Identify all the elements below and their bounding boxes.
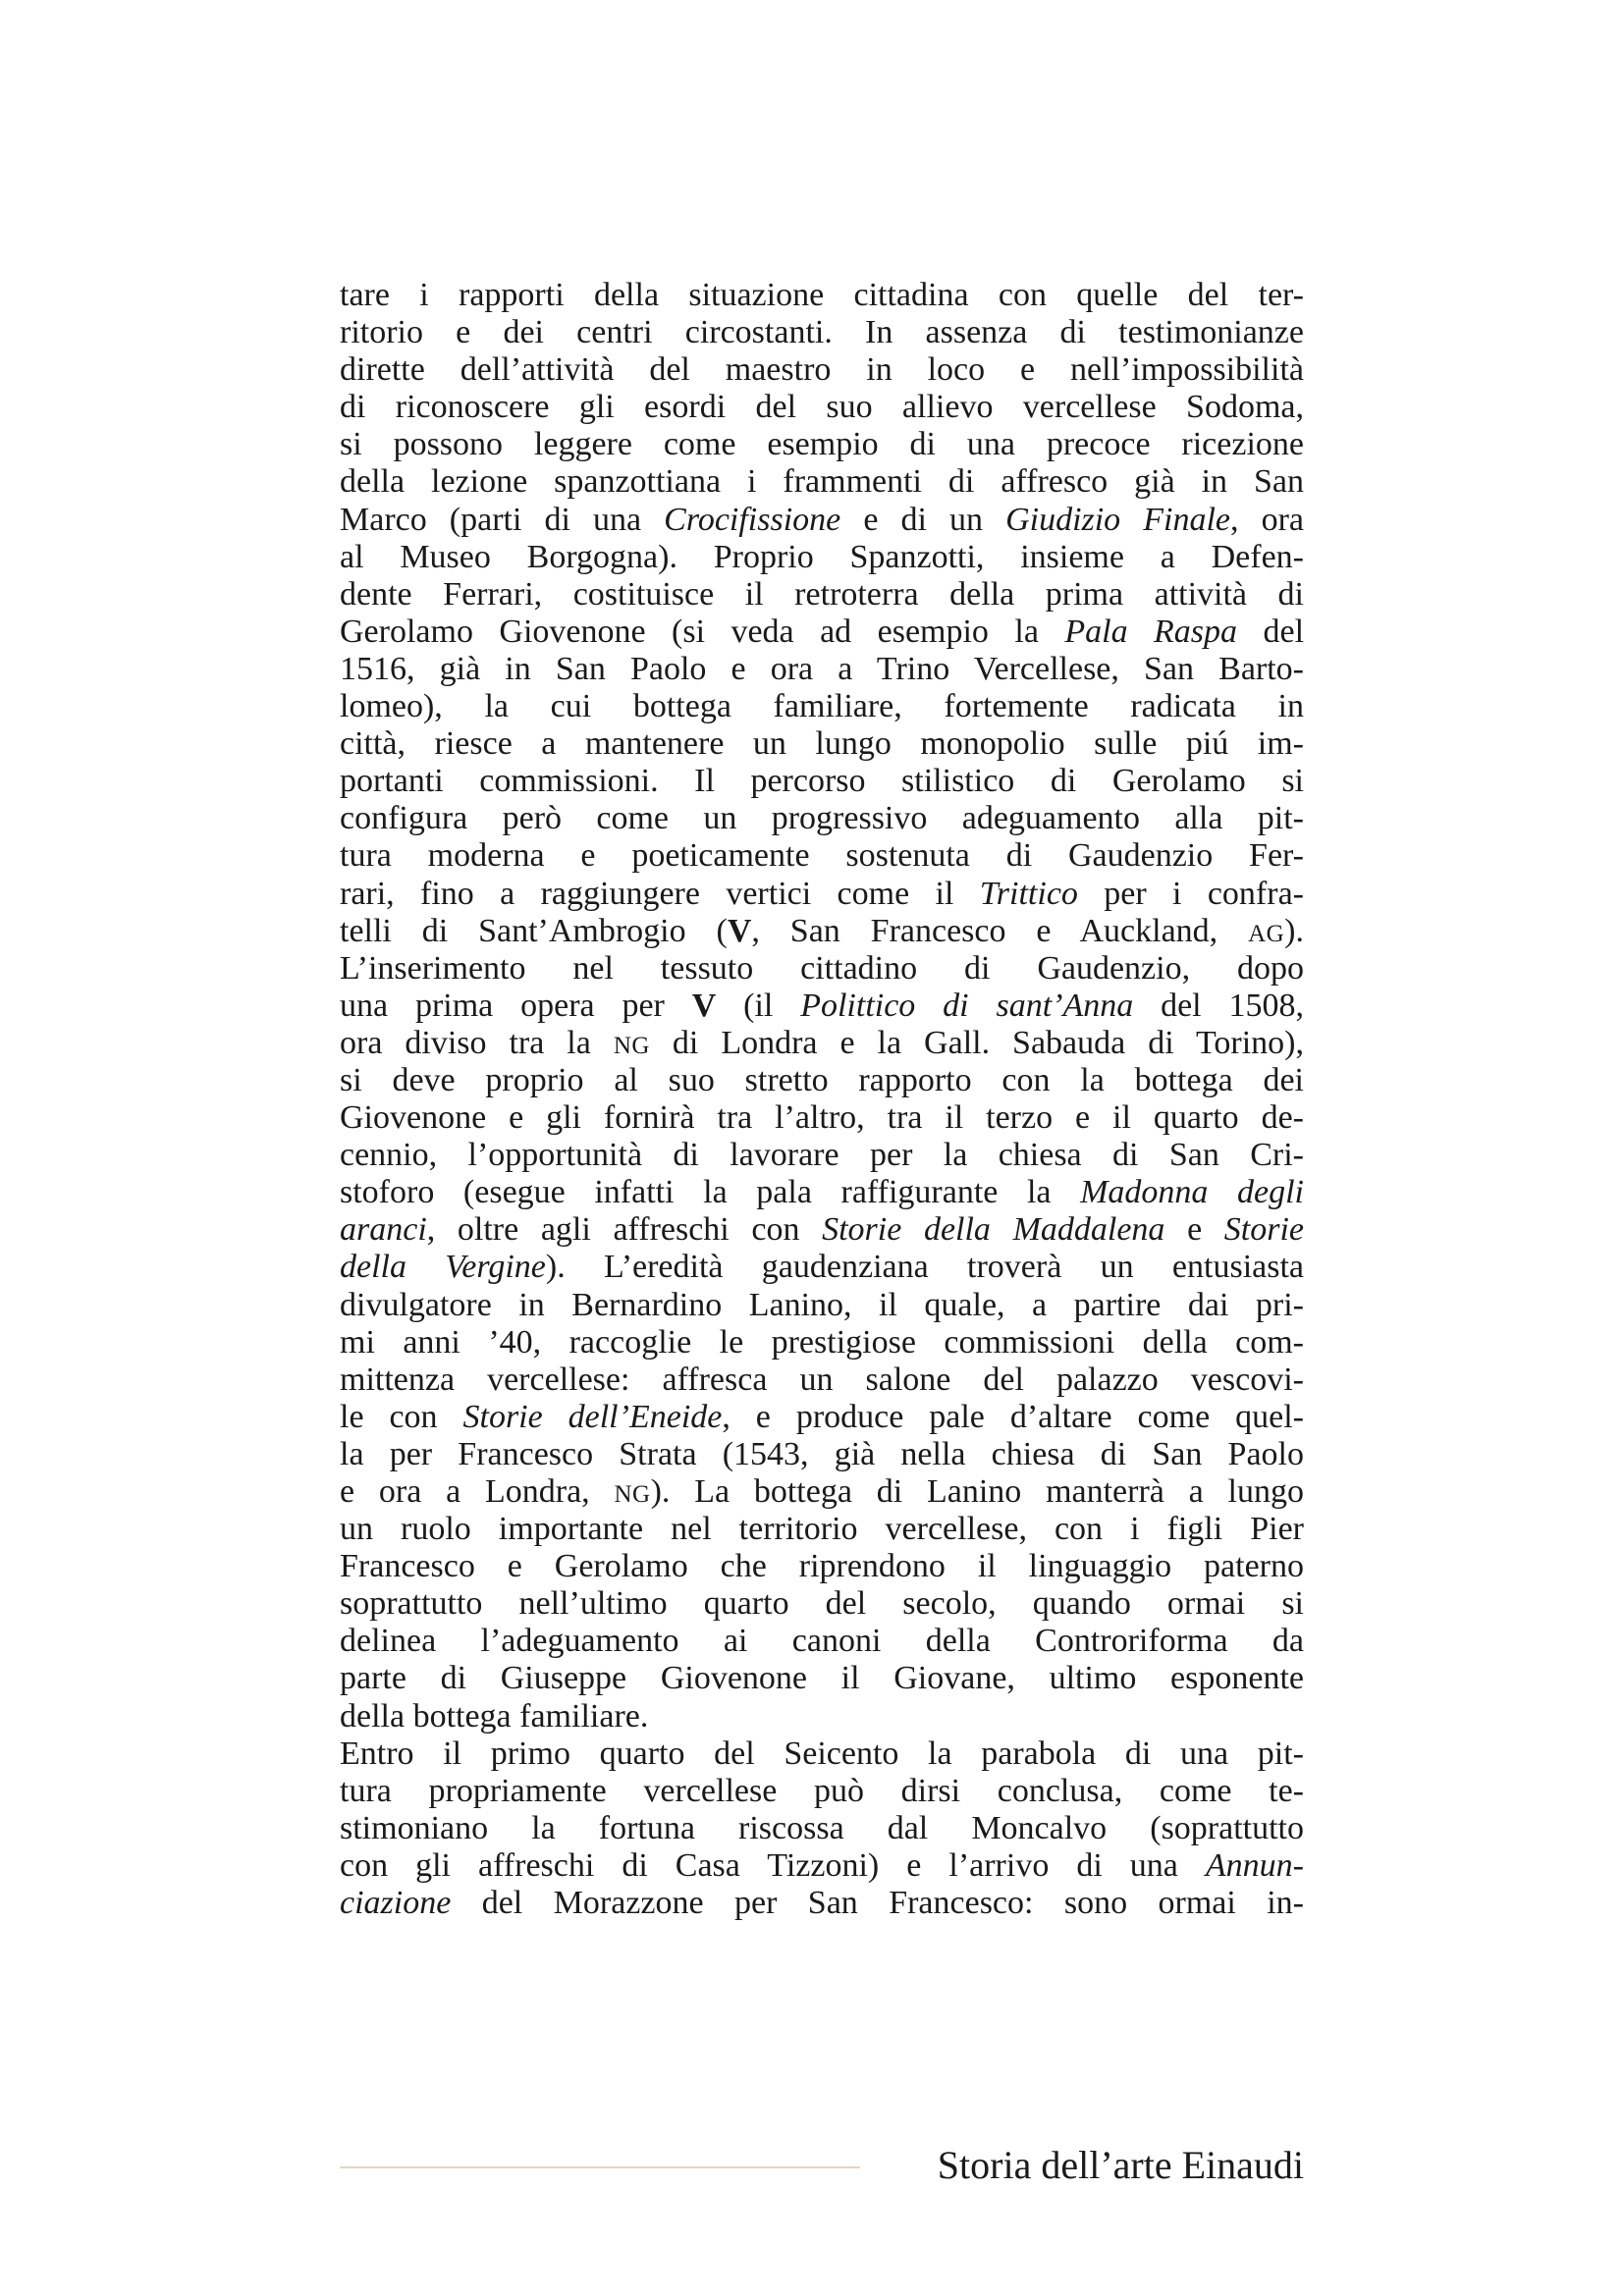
text-line [340, 1324, 1304, 1362]
text-run: tura moderna e poeticamente sostenuta di Gaudenzio Fer- [340, 837, 1304, 875]
text-line [340, 988, 1304, 1025]
text-run: si possono leggere come esempio di una precoce ricezione [340, 426, 1304, 463]
text-run: del [1237, 613, 1305, 650]
text-line [340, 614, 1304, 651]
text-line [340, 725, 1304, 763]
text-run: della lezione spanzottiana i frammenti di affresco già in San [340, 463, 1304, 501]
italic-text: ciazione [340, 1885, 452, 1922]
italic-text: Storie dell’Eneide [462, 1398, 723, 1435]
text-run: per i confra- [1077, 875, 1304, 912]
text-line [340, 1585, 1304, 1623]
footer-rule [340, 2166, 860, 2168]
italic-text: Giudizio Finale [1005, 501, 1231, 538]
text-line [340, 913, 1304, 950]
text-run: (il [716, 987, 801, 1024]
text-run: ). La bottega di Lanino manterrà a lungo [650, 1473, 1305, 1510]
text-run: , San Francesco e Auckland, [751, 912, 1249, 949]
italic-text: Storie della Maddalena [822, 1211, 1165, 1249]
text-run: di Londra e la Gall. Sabauda di Torino), [649, 1024, 1305, 1061]
text-run: le con [340, 1398, 463, 1435]
text-line [340, 1174, 1304, 1211]
text-run: con gli affreschi di Casa Tizzoni) e l’arrivo di una [340, 1846, 1206, 1884]
text-run: del Morazzone per San Francesco: sono ormai in- [451, 1885, 1304, 1922]
text-run: cennio, l’opportunità di lavorare per la chiesa di San Cri- [340, 1137, 1304, 1174]
text-run: del 1508, [1133, 987, 1304, 1024]
italic-text: della Vergine [340, 1249, 546, 1286]
text-run: di riconoscere gli esordi del suo allievo vercellese Sodoma, [340, 389, 1304, 426]
text-run: dirette dell’attività del maestro in loco e nell’impossibilità [340, 351, 1304, 389]
italic-text: Annun- [1205, 1846, 1304, 1884]
italic-text: aranci [340, 1211, 427, 1249]
text-line [340, 1249, 1304, 1286]
text-run: città, riesce a mantenere un lungo monopolio sulle piú im- [340, 725, 1304, 763]
text-line [340, 1810, 1304, 1847]
bold-text: V [691, 987, 717, 1024]
smallcaps-text: AG [1248, 920, 1285, 947]
text-run: tare i rapporti della situazione cittadina con quelle del ter- [340, 277, 1304, 313]
text-run: ritorio e dei centri circostanti. In assenza di testimonianze [340, 314, 1304, 351]
text-run: un ruolo importante nel territorio vercellese, con i figli Pier [340, 1511, 1304, 1548]
text-run: parte di Giuseppe Giovenone il Giovane, ultimo esponente [340, 1660, 1304, 1697]
text-line [340, 1436, 1304, 1473]
text-run: ). [1284, 912, 1304, 949]
italic-text: Storie [1223, 1211, 1305, 1249]
text-line [340, 576, 1304, 614]
text-line [340, 876, 1304, 913]
text-line [340, 1847, 1304, 1885]
italic-text: Madonna degli [1080, 1174, 1304, 1211]
text-run: ). L’eredità gaudenziana troverà un entusiasta [545, 1249, 1304, 1286]
text-run: Entro il primo quarto del Seicento la parabola di una pit- [340, 1735, 1304, 1772]
text-run: una prima opera per [340, 987, 692, 1024]
text-line [340, 1698, 1304, 1735]
text-line [340, 1399, 1304, 1436]
text-run: la per Francesco Strata (1543, già nella chiesa di San Paolo [340, 1435, 1304, 1472]
text-run: e di un [840, 501, 1006, 538]
text-run: delinea l’adeguamento ai canoni della Controriforma da [340, 1623, 1304, 1660]
text-line [340, 651, 1304, 688]
text-run: stimoniano la fortuna riscossa dal Moncalvo (soprattutto [340, 1809, 1304, 1846]
text-line [340, 1660, 1304, 1697]
text-line [340, 1137, 1304, 1174]
text-run: Francesco e Gerolamo che riprendono il linguaggio paterno [340, 1548, 1304, 1585]
text-line [340, 1548, 1304, 1585]
text-line [340, 1473, 1304, 1511]
bold-text: V [727, 912, 752, 949]
body-text [340, 277, 1304, 1922]
text-run: Giovenone e gli fornirà tra l’altro, tra il terzo e il quarto de- [340, 1099, 1304, 1137]
text-run: e [1164, 1211, 1224, 1249]
text-run: al Museo Borgogna). Proprio Spanzotti, insieme a Defen- [340, 538, 1304, 575]
text-run: portanti commissioni. Il percorso stilistico di Gerolamo si [340, 763, 1304, 800]
text-line [340, 1735, 1304, 1773]
text-run: lomeo), la cui bottega familiare, fortemente radicata in [340, 688, 1304, 725]
text-run: dente Ferrari, costituisce il retroterra della prima attività di [340, 575, 1304, 613]
text-run: soprattutto nell’ultimo quarto del secolo, quando ormai si [340, 1585, 1304, 1623]
text-run: mi anni ’40, raccoglie le prestigiose commissioni della com- [340, 1323, 1304, 1361]
text-line [340, 688, 1304, 725]
text-line [340, 314, 1304, 351]
text-run: , ora [1230, 501, 1304, 538]
text-run: tura propriamente vercellese può dirsi conclusa, come te- [340, 1772, 1304, 1809]
italic-text: Pala Raspa [1064, 613, 1238, 650]
text-line [340, 351, 1304, 389]
text-line [340, 1362, 1304, 1399]
text-line [340, 1287, 1304, 1324]
text-line [340, 277, 1304, 314]
text-line [340, 389, 1304, 426]
text-line [340, 539, 1304, 576]
smallcaps-text: NG [613, 1032, 650, 1059]
text-line [340, 800, 1304, 837]
text-run: , e produce pale d’altare come quel- [722, 1398, 1304, 1435]
text-run: configura però come un progressivo adeguamento alla pit- [340, 800, 1304, 837]
text-run: telli di Sant’Ambrogio ( [340, 912, 728, 949]
text-line [340, 1773, 1304, 1810]
text-line [340, 426, 1304, 463]
text-run: si deve proprio al suo stretto rapporto con la bottega dei [340, 1061, 1304, 1098]
text-run: ora diviso tra la [340, 1024, 614, 1061]
italic-text: Trittico [979, 875, 1078, 912]
text-run: Gerolamo Giovenone (si veda ad esempio la [340, 613, 1065, 650]
text-run: , oltre agli affreschi con [426, 1211, 823, 1249]
text-line [340, 950, 1304, 988]
text-run: divulgatore in Bernardino Lanino, il quale, a partire dai pri- [340, 1286, 1304, 1323]
italic-text: Crocifissione [664, 501, 841, 538]
text-run: Marco (parti di una [340, 501, 665, 538]
text-line [340, 502, 1304, 539]
text-line [340, 837, 1304, 875]
text-line [340, 763, 1304, 800]
text-run: 1516, già in San Paolo e ora a Trino Vercellese, San Barto- [340, 650, 1304, 687]
text-line [340, 1099, 1304, 1137]
text-line [340, 1025, 1304, 1062]
text-run: e ora a Londra, [340, 1473, 615, 1510]
italic-text: Polittico di sant’Anna [800, 987, 1134, 1024]
text-line [340, 1062, 1304, 1099]
text-run: stoforo (esegue infatti la pala raffigurante la [340, 1174, 1081, 1211]
text-line [340, 463, 1304, 501]
text-run: L’inserimento nel tessuto cittadino di Gaudenzio, dopo [340, 949, 1304, 987]
text-line [340, 1885, 1304, 1922]
text-run: rari, fino a raggiungere vertici come il [340, 875, 980, 912]
text-run: della bottega familiare. [340, 1697, 649, 1735]
text-line [340, 1211, 1304, 1249]
footer-title: Storia dell’arte Einaudi [937, 2143, 1304, 2187]
text-line [340, 1623, 1304, 1660]
text-line [340, 1511, 1304, 1548]
smallcaps-text: NG [614, 1481, 651, 1508]
text-run: mittenza vercellese: affresca un salone del palazzo vescovi- [340, 1361, 1304, 1398]
